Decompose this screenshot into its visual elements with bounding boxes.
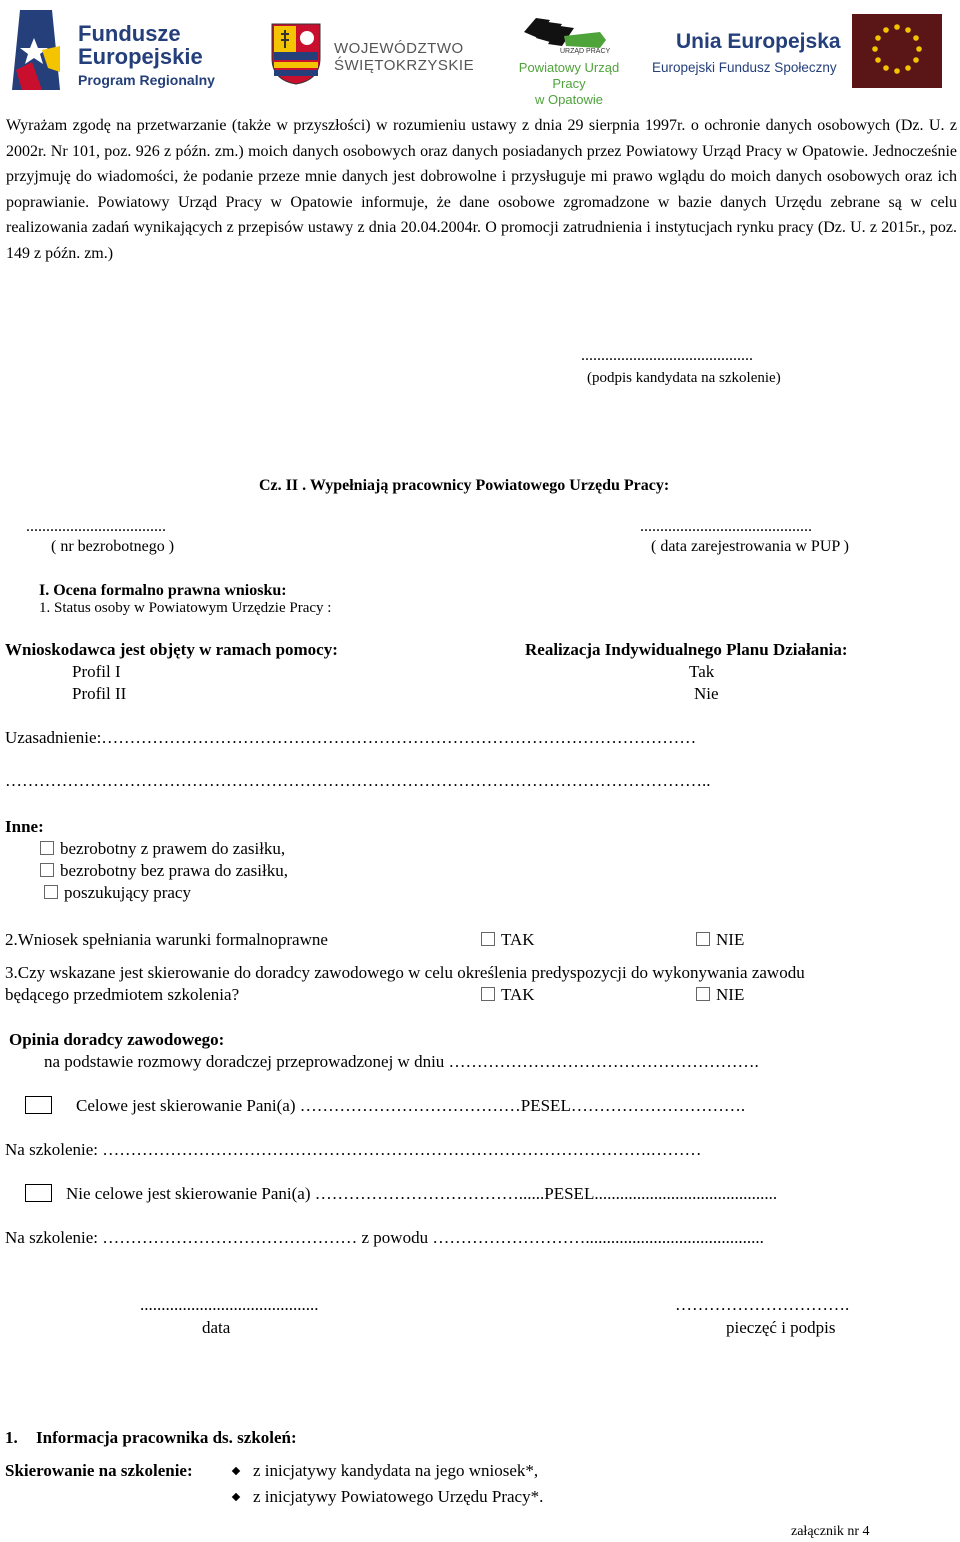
ipd-yes-option[interactable]: Tak	[689, 662, 715, 681]
justification-field[interactable]: Uzasadnienie:……………………………………………………………………………………………	[5, 728, 697, 747]
pup-small-text: URZĄD PRACY	[560, 48, 611, 55]
ipd-label: Realizacja Indywidualnego Planu Działania:	[525, 640, 848, 659]
checkbox-icon[interactable]	[44, 885, 58, 899]
other-option-2[interactable]	[40, 861, 288, 881]
checkbox-icon[interactable]	[481, 987, 495, 1001]
training-line-2[interactable]: Na szkolenie: ……………………………………… z powodu ………………………..........................................	[5, 1228, 764, 1247]
logo-header	[0, 0, 960, 112]
funds-line-1: Fundusze	[78, 21, 181, 46]
section2-no-label: NIE	[716, 930, 745, 949]
consent-paragraph: Wyrażam zgodę na przetwarzanie (także w przyszłości) w rozumieniu ustawy z dnia 29 sierpnia 1997r. o ochronie danych osobowych (Dz. U. z 2002r. Nr 101, poz. 926 z późn. zm.) moich danych osobowych oraz danych posiadanych przez Powiatowy Urząd Pracy w Opatowie. Jednocześnie przyjmuję do wiadomości, że podanie przeze mnie danych jest dobrowolne i przysługuje mi prawo wglądu do moich danych osobowych oraz ich poprawianie. Powiatowy Urząd Pracy w Opatowie informuje, że dane osobowe zgromadzone w bazie danych Urzędu zebrane są w celu realizowania zadań wynikających z przepisów ustawy z dnia 20.04.2004r. O promocji zatrudnienia i instytucjach rynku pracy (Dz. U. z 2015r., poz. 149 z późn. zm.)	[6, 117, 957, 262]
negative-referral-line[interactable]: Nie celowe jest skierowanie Pani(a) ………………………………......PESEL...........................................	[66, 1184, 778, 1203]
info-heading	[5, 1428, 297, 1448]
funds-line-3: Program Regionalny	[78, 72, 215, 88]
signature-caption: (podpis kandydata na szkolenie)	[587, 370, 781, 386]
bullet-diamond-icon	[232, 1493, 240, 1501]
part2-title: Cz. II . Wypełniają pracownicy Powiatowego Urzędu Pracy:	[259, 477, 670, 494]
section2-yes-label: TAK	[501, 930, 535, 949]
funds-line-2: Europejskie	[78, 44, 203, 69]
help-label: Wnioskodawca jest objęty w ramach pomocy:	[5, 640, 338, 659]
section2-yes[interactable]	[481, 930, 535, 950]
bullet-diamond-icon	[232, 1467, 240, 1475]
section3-line-2: będącego przedmiotem szkolenia?	[5, 985, 240, 1004]
section1-heading: I. Ocena formalno prawna wniosku:	[39, 582, 287, 599]
section3-yes[interactable]	[481, 985, 535, 1005]
referral-option-2-label: z inicjatywy Powiatowego Urzędu Pracy*.	[253, 1487, 544, 1506]
pup-line-1: Powiatowy Urząd Pracy	[518, 60, 620, 91]
voivodeship-line-1: WOJEWÓDZTWO	[334, 40, 464, 57]
unemployed-number-caption: ( nr bezrobotnego )	[51, 538, 175, 555]
advisor-heading: Opinia doradcy zawodowego:	[9, 1030, 225, 1049]
other-option-1-label: bezrobotny z prawem do zasiłku,	[60, 839, 286, 858]
section3-line-1: 3.Czy wskazane jest skierowanie do doradcy zawodowego w celu określenia predyspozycji do wykonywania zawodu	[5, 963, 805, 982]
attachment-label: załącznik nr 4	[791, 1524, 870, 1539]
other-option-3[interactable]	[44, 883, 191, 903]
justification-continuation[interactable]: ……………………………………………………………………………………………………………..	[5, 771, 711, 790]
referral-option-1-label: z inicjatywy kandydata na jego wniosek*,	[253, 1461, 539, 1480]
info-heading-number: 1.	[5, 1428, 18, 1447]
stamp-label: pieczęć i podpis	[726, 1318, 836, 1337]
section3-no[interactable]	[696, 985, 744, 1005]
eu-title: Unia Europejska	[676, 30, 841, 53]
section2-text: 2.Wniosek spełniania warunki formalnoprawne	[5, 930, 328, 949]
checkbox-icon[interactable]	[481, 932, 495, 946]
positive-referral-line[interactable]: Celowe jest skierowanie Pani(a) …………………………………PESEL………………………….	[76, 1096, 746, 1115]
checkbox-icon[interactable]	[696, 987, 710, 1001]
voivodeship-line-2: ŚWIĘTOKRZYSKIE	[334, 57, 475, 74]
section3-no-label: NIE	[716, 985, 745, 1004]
section2-no[interactable]	[696, 930, 744, 950]
registration-date-caption: ( data zarejestrowania w PUP )	[651, 538, 849, 555]
profile-1-option[interactable]: Profil I	[72, 662, 121, 681]
eu-flag-icon	[852, 14, 942, 88]
advisor-basis[interactable]: na podstawie rozmowy doradczej przeprowadzonej w dniu ……………………………………………….	[44, 1052, 759, 1071]
ipd-no-option[interactable]: Nie	[694, 684, 719, 703]
voivodeship-text	[334, 40, 474, 74]
other-option-3-label: poszukujący pracy	[64, 883, 191, 902]
signature-line[interactable]: ...........................................	[581, 347, 753, 364]
funds-logo-mark	[12, 10, 60, 90]
checkbox-icon[interactable]	[40, 841, 54, 855]
voivodeship-shield-icon	[270, 22, 322, 86]
registration-date-field[interactable]: ...........................................	[640, 518, 812, 535]
info-heading-text: Informacja pracownika ds. szkoleń:	[36, 1428, 297, 1447]
unemployed-number-field[interactable]: ...................................	[26, 518, 166, 535]
profile-2-option[interactable]: Profil II	[72, 684, 127, 703]
referral-label: Skierowanie na szkolenie:	[5, 1461, 193, 1480]
funds-logo-text	[78, 22, 203, 68]
pup-line-2: w Opatowie	[535, 92, 603, 107]
checkbox-icon[interactable]	[40, 863, 54, 877]
section3-yes-label: TAK	[501, 985, 535, 1004]
status-label: 1. Status osoby w Powiatowym Urzędzie Pracy :	[39, 600, 332, 616]
checkbox-icon[interactable]	[696, 932, 710, 946]
referral-option-1[interactable]	[233, 1461, 538, 1481]
negative-checkbox[interactable]	[25, 1184, 52, 1202]
positive-checkbox[interactable]	[25, 1096, 52, 1114]
referral-option-2[interactable]	[233, 1487, 543, 1507]
eu-subtitle: Europejski Fundusz Społeczny	[652, 60, 837, 75]
date-field[interactable]: ..........................................	[140, 1295, 319, 1314]
other-option-1[interactable]	[40, 839, 285, 859]
other-label: Inne:	[5, 817, 44, 836]
stamp-field[interactable]: ………………………….	[675, 1295, 850, 1314]
training-line-1[interactable]: Na szkolenie: …………………………………………………………………………………….………	[5, 1140, 702, 1159]
date-label: data	[202, 1318, 231, 1337]
pup-logo-text	[504, 60, 634, 108]
other-option-2-label: bezrobotny bez prawa do zasiłku,	[60, 861, 288, 880]
